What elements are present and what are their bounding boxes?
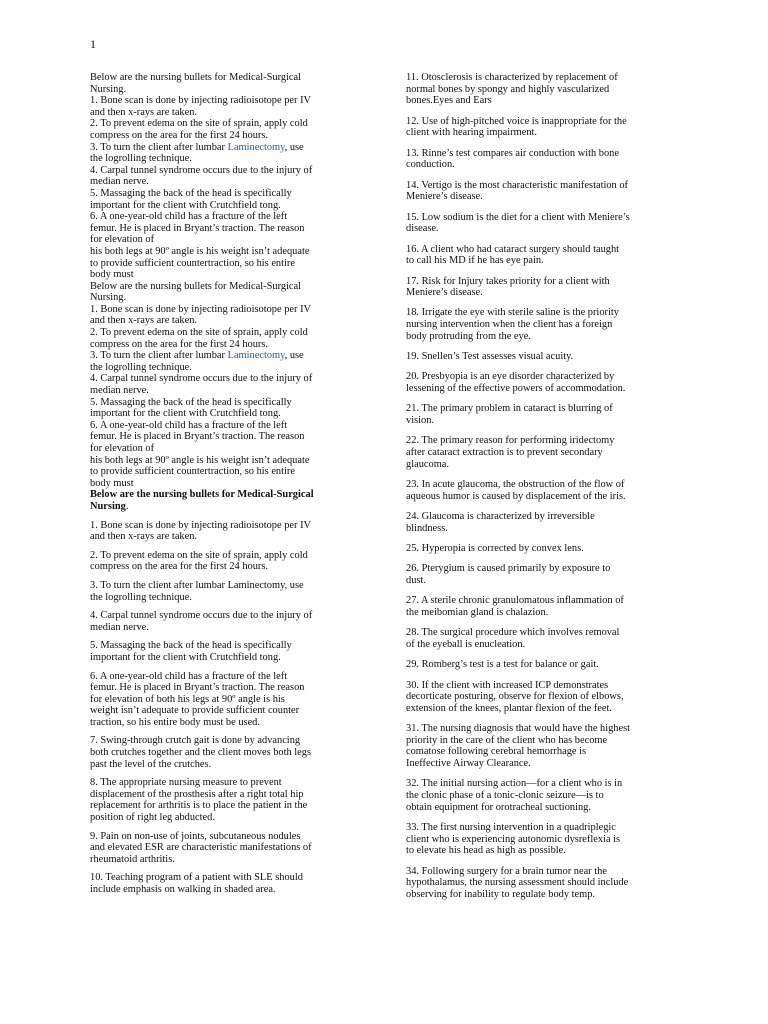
text-line: 1. Bone scan is done by injecting radioisotope per IV bbox=[90, 95, 312, 107]
text-line: 1. Bone scan is done by injecting radioisotope per IV bbox=[90, 303, 312, 315]
text-line: for elevation of bbox=[90, 234, 155, 246]
text-line: 20. Presbyopia is an eye disorder characterized by bbox=[406, 371, 615, 383]
list-item bbox=[406, 680, 688, 715]
text-line: 16. A client who had cataract surgery should taught bbox=[406, 243, 620, 255]
heading-word: Nursing bbox=[90, 500, 126, 512]
text-line: dust. bbox=[406, 574, 426, 586]
text-line: 30. If the client with increased ICP demonstrates bbox=[406, 679, 609, 691]
text-line: 6. A one-year-old child has a fracture of the left bbox=[90, 211, 288, 223]
text-line: median nerve. bbox=[90, 176, 149, 188]
text-line: median nerve. bbox=[90, 621, 149, 633]
list-item bbox=[406, 351, 688, 363]
text-line: and then x-rays are taken. bbox=[90, 106, 198, 118]
text-line: of the eyeball is enucleation. bbox=[406, 638, 526, 650]
text-line: 17. Risk for Injury takes priority for a client with bbox=[406, 275, 610, 287]
text-line: replacement for arthritis is to place the patient in the bbox=[90, 800, 308, 812]
text-line: Below are the nursing bullets for Medical-Surgical bbox=[90, 72, 302, 83]
list-item bbox=[90, 580, 372, 603]
text-line: 5. Massaging the back of the head is specifically bbox=[90, 640, 292, 652]
text-line: to provide sufficient countertraction, so his entire bbox=[90, 466, 295, 478]
text-line: observing for inability to regulate body temp. bbox=[406, 888, 596, 900]
text-line: past the level of the crutches. bbox=[90, 758, 212, 770]
text-line: 34. Following surgery for a brain tumor near the bbox=[406, 865, 607, 877]
text-line: femur. He is placed in Bryant’s traction. The reason bbox=[90, 431, 305, 443]
text-line: to provide sufficient countertraction, so his entire bbox=[90, 257, 295, 269]
list-item bbox=[406, 723, 688, 769]
list-item bbox=[90, 671, 372, 729]
list-item bbox=[406, 244, 688, 267]
text-line: the meibomian gland is chalazion. bbox=[406, 606, 549, 618]
text-line: the logrolling technique. bbox=[90, 153, 192, 165]
text-line: 4. Carpal tunnel syndrome occurs due to the injury of bbox=[90, 610, 313, 622]
text-segment: , use bbox=[284, 350, 304, 362]
heading-line bbox=[90, 501, 372, 513]
text-line: median nerve. bbox=[90, 385, 149, 397]
list-item bbox=[406, 778, 688, 813]
text-line: 28. The surgical procedure which involves removal bbox=[406, 627, 620, 639]
text-line: 29. Romberg’s test is a test for balance or gait. bbox=[406, 659, 599, 671]
text-line: 2. To prevent edema on the site of sprain, apply cold bbox=[90, 118, 308, 130]
text-line: his both legs at 90º angle is his weight isn’t adequate bbox=[90, 245, 310, 257]
text-line: his both legs at 90º angle is his weight isn’t adequate bbox=[90, 454, 310, 466]
text-line: 5. Massaging the back of the head is specifically bbox=[90, 396, 292, 408]
laminectomy-link[interactable]: Laminectomy bbox=[227, 350, 285, 362]
laminectomy-link[interactable]: Laminectomy bbox=[227, 141, 285, 153]
text-line: weight isn’t adequate to provide sufficient counter bbox=[90, 705, 300, 717]
text-line: position of right leg abducted. bbox=[90, 812, 215, 824]
text-line: after cataract extraction is to prevent secondary bbox=[406, 447, 603, 459]
text-line: Ineffective Airway Clearance. bbox=[406, 758, 531, 770]
text-line: vision. bbox=[406, 415, 435, 427]
list-item bbox=[90, 520, 372, 543]
text-segment: 3. To turn the client after lumbar bbox=[90, 141, 228, 153]
text-line: 24. Glaucoma is characterized by irreversible bbox=[406, 510, 595, 522]
heading-line: Below are the nursing bullets for Medical-Surgical bbox=[90, 489, 314, 501]
text-line: important for the client with Crutchfield tong. bbox=[90, 651, 281, 663]
text-line: the logrolling technique. bbox=[90, 591, 192, 603]
page-number: 1 bbox=[90, 37, 96, 51]
list-item bbox=[406, 371, 688, 394]
text-line: body must bbox=[90, 269, 134, 281]
bullets-block-1 bbox=[90, 72, 372, 281]
list-item bbox=[90, 550, 372, 573]
text-line: Below are the nursing bullets for Medical-Surgical bbox=[90, 280, 302, 292]
text-line: and then x-rays are taken. bbox=[90, 531, 198, 543]
text-line: disease. bbox=[406, 223, 439, 235]
text-line: 12. Use of high-pitched voice is inappropriate for the bbox=[406, 115, 627, 127]
text-line: 13. Rinne’s test compares air conduction with bone bbox=[406, 147, 619, 159]
list-item bbox=[406, 116, 688, 139]
text-line: 6. A one-year-old child has a fracture of the left bbox=[90, 670, 288, 682]
text-line: Nursing. bbox=[90, 292, 127, 304]
list-item bbox=[406, 307, 688, 342]
text-line: 25. Hyperopia is corrected by convex lens. bbox=[406, 542, 584, 554]
text-line: the logrolling technique. bbox=[90, 361, 192, 373]
list-item bbox=[406, 72, 688, 107]
list-item bbox=[90, 831, 372, 866]
text-line bbox=[90, 350, 372, 362]
text-line: 10. Teaching program of a patient with SLE should bbox=[90, 872, 303, 884]
bold-heading bbox=[90, 489, 372, 512]
text-line: 3. To turn the client after lumbar Laminectomy, use bbox=[90, 579, 304, 591]
text-line: include emphasis on walking in shaded area. bbox=[90, 884, 276, 895]
text-line: 4. Carpal tunnel syndrome occurs due to the injury of bbox=[90, 373, 313, 385]
list-item bbox=[406, 148, 688, 171]
text-line: rheumatoid arthritis. bbox=[90, 853, 175, 865]
text-line: 4. Carpal tunnel syndrome occurs due to the injury of bbox=[90, 164, 313, 176]
list-item bbox=[406, 866, 688, 901]
text-line: 8. The appropriate nursing measure to prevent bbox=[90, 777, 282, 789]
text-line: femur. He is placed in Bryant’s traction. The reason bbox=[90, 682, 305, 694]
text-line: important for the client with Crutchfield tong. bbox=[90, 408, 281, 420]
text-line: nursing intervention when the client has a foreign bbox=[406, 319, 613, 331]
list-item bbox=[406, 479, 688, 502]
text-line: 2. To prevent edema on the site of sprain, apply cold bbox=[90, 549, 308, 561]
list-item bbox=[90, 640, 372, 663]
text-line: and elevated ESR are characteristic manifestations of bbox=[90, 842, 312, 854]
text-line: 26. Pterygium is caused primarily by exposure to bbox=[406, 563, 611, 575]
list-item bbox=[406, 595, 688, 618]
list-item bbox=[406, 276, 688, 299]
text-line: to call his MD if he has eye pain. bbox=[406, 255, 544, 267]
text-line: compress on the area for the first 24 hours. bbox=[90, 561, 269, 573]
list-item bbox=[406, 511, 688, 534]
list-item bbox=[406, 180, 688, 203]
text-line: traction, so his entire body must be used. bbox=[90, 716, 260, 728]
right-column bbox=[406, 72, 688, 900]
list-item bbox=[406, 403, 688, 426]
text-line: 31. The nursing diagnosis that would have the highest bbox=[406, 723, 631, 735]
list-item bbox=[406, 212, 688, 235]
list-item bbox=[90, 872, 372, 895]
text-line: conduction. bbox=[406, 159, 455, 171]
text-line: 19. Snellen’s Test assesses visual acuity. bbox=[406, 351, 574, 363]
text-line bbox=[90, 142, 372, 154]
text-line: 6. A one-year-old child has a fracture of the left bbox=[90, 419, 288, 431]
text-line: comatose following cerebral hemorrhage is bbox=[406, 746, 587, 758]
text-line: displacement of the prosthesis after a right total hip bbox=[90, 788, 304, 800]
text-segment: , use bbox=[284, 141, 304, 153]
text-line: 22. The primary reason for performing iridectomy bbox=[406, 435, 615, 447]
right-items-list bbox=[406, 72, 688, 900]
text-line: Nursing. bbox=[90, 83, 127, 95]
text-line: 2. To prevent edema on the site of sprain, apply cold bbox=[90, 327, 308, 339]
list-item bbox=[406, 543, 688, 555]
list-item bbox=[90, 777, 372, 823]
text-line: compress on the area for the first 24 hours. bbox=[90, 338, 269, 350]
text-line: and then x-rays are taken. bbox=[90, 315, 198, 327]
text-line: to elevate his head as high as possible. bbox=[406, 845, 566, 857]
text-line: glaucoma. bbox=[406, 458, 449, 470]
text-line: Meniere’s disease. bbox=[406, 287, 483, 299]
text-line: 5. Massaging the back of the head is specifically bbox=[90, 187, 292, 199]
text-line: for elevation of both his legs at 90º angle is his bbox=[90, 693, 285, 705]
text-line: client with hearing impairment. bbox=[406, 127, 537, 139]
text-line: body protruding from the eye. bbox=[406, 330, 531, 342]
text-line: bones.Eyes and Ears bbox=[406, 95, 492, 107]
list-item bbox=[406, 627, 688, 650]
text-line: 9. Pain on non-use of joints, subcutaneous nodules bbox=[90, 830, 301, 842]
list-item bbox=[406, 563, 688, 586]
text-line: client who is experiencing autonomic dysreflexia is bbox=[406, 833, 621, 845]
text-line: 18. Irrigate the eye with sterile saline is the priority bbox=[406, 307, 619, 319]
list-item bbox=[406, 435, 688, 470]
text-line: 15. Low sodium is the diet for a client with Meniere’s bbox=[406, 211, 630, 223]
text-line: blindness. bbox=[406, 522, 448, 534]
heading-period: . bbox=[125, 500, 129, 512]
text-line: 23. In acute glaucoma, the obstruction of the flow of bbox=[406, 479, 625, 490]
text-line: femur. He is placed in Bryant’s traction. The reason bbox=[90, 222, 305, 234]
text-line: 14. Vertigo is the most characteristic manifestation of bbox=[406, 179, 628, 191]
text-line: hypothalamus, the nursing assessment should include bbox=[406, 877, 629, 889]
text-line: the clonic phase of a tonic-clonic seizure—is to bbox=[406, 790, 604, 802]
text-line: extension of the knees, plantar flexion of the feet. bbox=[406, 702, 613, 714]
list-item bbox=[406, 659, 688, 671]
text-line: both crutches together and the client moves both legs bbox=[90, 747, 312, 759]
text-line: for elevation of bbox=[90, 443, 155, 454]
text-line: important for the client with Crutchfield tong. bbox=[90, 199, 281, 211]
bullets-block-2 bbox=[90, 281, 372, 490]
text-line: Meniere’s disease. bbox=[406, 191, 483, 203]
text-line: 1. Bone scan is done by injecting radioisotope per IV bbox=[90, 519, 312, 531]
left-items-list bbox=[90, 520, 372, 896]
text-line: compress on the area for the first 24 hours. bbox=[90, 129, 269, 141]
text-line: body must bbox=[90, 477, 134, 489]
list-item bbox=[90, 735, 372, 770]
text-line: 33. The first nursing intervention in a quadriplegic bbox=[406, 822, 616, 834]
text-line: 27. A sterile chronic granulomatous inflammation of bbox=[406, 595, 624, 607]
text-line: aqueous humor is caused by displacement of the iris. bbox=[406, 490, 626, 502]
left-column bbox=[90, 72, 372, 896]
text-line: obtain equipment for orotracheal suctioning. bbox=[406, 801, 591, 813]
text-line: lessening of the effective powers of accommodation. bbox=[406, 383, 626, 395]
text-line: 11. Otosclerosis is characterized by replacement of bbox=[406, 72, 618, 83]
list-item bbox=[90, 610, 372, 633]
text-line: normal bones by spongy and highly vascularized bbox=[406, 83, 610, 95]
text-line: priority in the care of the client who has become bbox=[406, 734, 608, 746]
text-line: decorticate posturing, observe for flexion of elbows, bbox=[406, 691, 624, 703]
list-item bbox=[406, 822, 688, 857]
text-line: 21. The primary problem in cataract is blurring of bbox=[406, 403, 613, 415]
text-segment: 3. To turn the client after lumbar bbox=[90, 350, 228, 362]
text-line: 32. The initial nursing action—for a client who is in bbox=[406, 778, 623, 790]
text-line: 7. Swing-through crutch gait is done by advancing bbox=[90, 735, 301, 747]
